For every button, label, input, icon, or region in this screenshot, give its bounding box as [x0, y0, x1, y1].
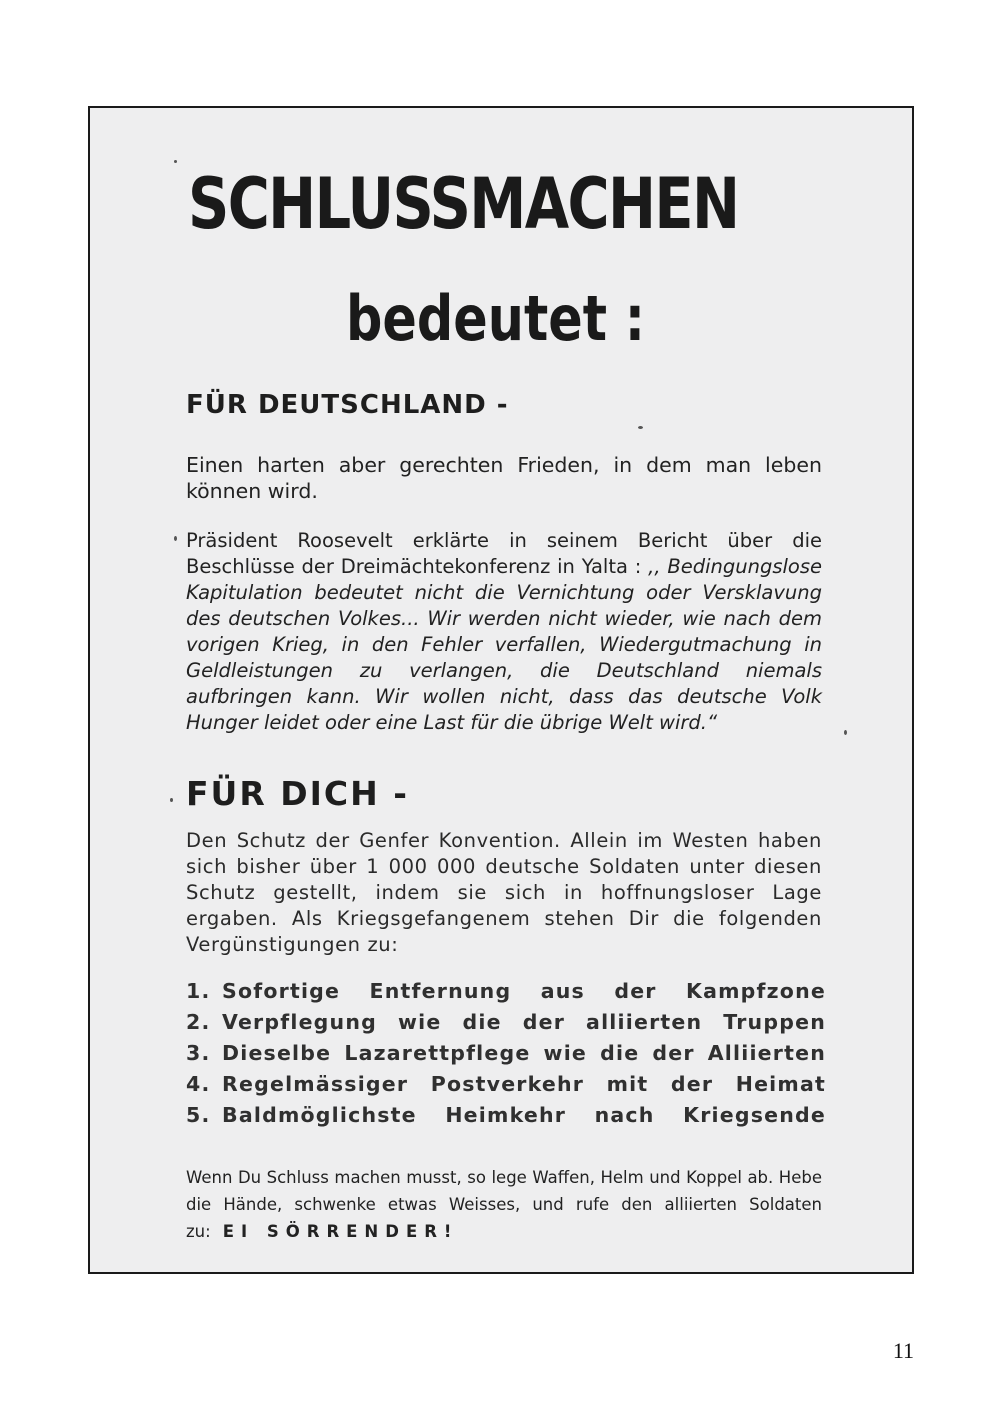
benefit-item [186, 1100, 826, 1131]
paragraph-genfer-konvention: Den Schutz der Genfer Konvention. Allein im Westen haben sich bisher über 1 000 000 deutsche Soldaten unter diesen Schutz gestellt, indem sie sich in hoffnungsloser Lage ergaben. Als Kriegsgefangenem stehen Dir die folgenden Vergünstigungen zu: [186, 829, 822, 956]
leaflet-frame [88, 106, 914, 1274]
print-speck [844, 730, 847, 735]
roosevelt-quote: ,, Bedingungslose Kapitulation bedeutet nicht die Vernichtung oder Versklavung des deutschen Volkes... Wir werden nicht wieder, wie nach dem vorigen Krieg, in den Fehler verfallen, Wiedergutmachung in Geldleistungen zu verlangen, die Deutschland niemals aufbringen kann. Wir wollen nicht, dass das deutsche Volk Hunger leidet oder eine Last für die übrige Welt wird.“ [186, 555, 822, 734]
roosevelt-intro: Präsident Roosevelt erklärte in seinem Bericht über die Beschlüsse der Dreimächtekonferenz in Yalta : [186, 529, 822, 578]
print-speck [170, 798, 173, 802]
page-number: 11 [892, 1338, 914, 1363]
benefit-text: Sofortige Entfernung aus der Kampfzone [222, 979, 826, 1003]
benefits-list [186, 976, 826, 1131]
section-heading-dich: FÜR DICH - [186, 774, 409, 813]
benefit-item [186, 1038, 826, 1069]
closing-instruction [186, 1164, 822, 1245]
closing-shout: EI SÖRRENDER! [222, 1222, 459, 1241]
benefit-text: Dieselbe Lazarettpflege wie die der Alliierten [222, 1041, 826, 1065]
benefit-number: 1. [186, 979, 211, 1003]
leaflet-subheadline: bedeutet : [346, 282, 646, 355]
closing-text: Wenn Du Schluss machen musst, so lege Waffen, Helm und Koppel ab. Hebe die Hände, schwenke etwas Weisses, und rufe den alliierten Soldaten zu: [186, 1168, 822, 1241]
leaflet-headline: SCHLUSSMACHEN [188, 163, 739, 245]
section-heading-deutschland: FÜR DEUTSCHLAND - [186, 390, 509, 420]
benefit-text: Baldmöglichste Heimkehr nach Kriegsende [222, 1103, 826, 1127]
benefit-number: 3. [186, 1041, 211, 1065]
benefit-number: 2. [186, 1010, 211, 1034]
print-speck [174, 536, 177, 541]
benefit-item [186, 976, 826, 1007]
benefit-text: Verpflegung wie die der alliierten Truppen [222, 1010, 826, 1034]
leaflet [90, 108, 912, 1272]
benefit-item [186, 1069, 826, 1100]
paragraph-frieden: Einen harten aber gerechten Frieden, in dem man leben können wird. [186, 453, 822, 503]
print-speck [638, 426, 643, 429]
benefit-number: 4. [186, 1072, 211, 1096]
benefit-text: Regelmässiger Postverkehr mit der Heimat [222, 1072, 826, 1096]
benefit-item [186, 1007, 826, 1038]
paragraph-roosevelt [186, 528, 822, 736]
benefit-number: 5. [186, 1103, 211, 1127]
print-speck [174, 160, 177, 163]
